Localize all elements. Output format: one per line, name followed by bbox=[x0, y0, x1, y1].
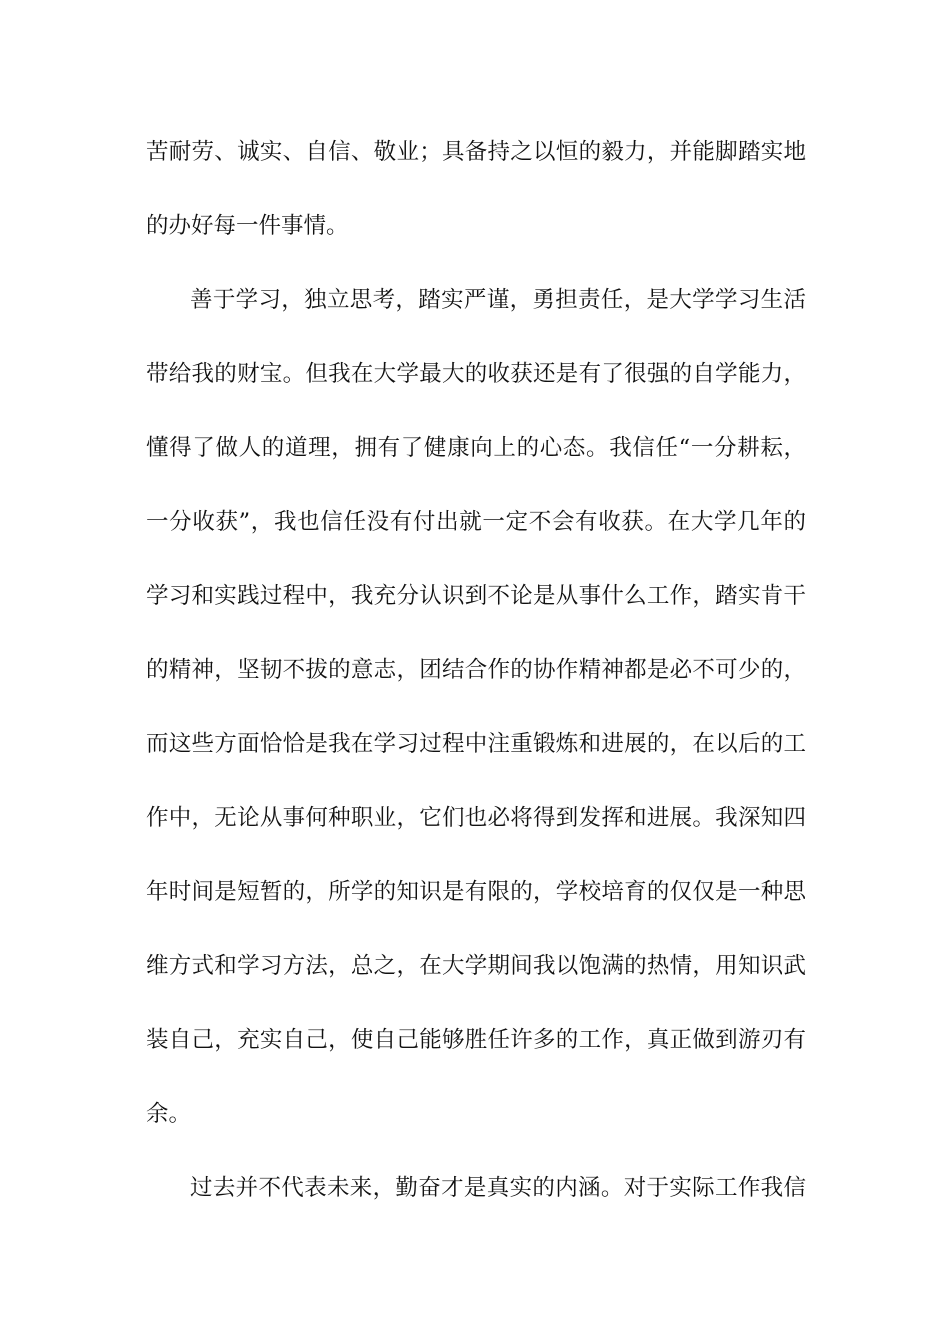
text-line: 一分收获”，我也信任没有付出就一定不会有收获。在大学几年的 bbox=[146, 509, 806, 535]
text-line: 带给我的财宝。但我在大学最大的收获还是有了很强的自学能力， bbox=[146, 361, 806, 387]
paragraph-first-line: 过去并不代表未来，勤奋才是真实的内涵。对于实际工作我信 bbox=[190, 1175, 806, 1201]
text-line: 苦耐劳、诚实、自信、敬业；具备持之以恒的毅力，并能脚踏实地 bbox=[146, 139, 806, 165]
text-line: 余。 bbox=[146, 1101, 192, 1127]
text-line: 年时间是短暂的，所学的知识是有限的，学校培育的仅仅是一种思 bbox=[146, 879, 806, 905]
text-line: 懂得了做人的道理，拥有了健康向上的心态。我信任“一分耕耘， bbox=[146, 435, 806, 461]
text-line: 的精神，坚韧不拔的意志，团结合作的协作精神都是必不可少的， bbox=[146, 657, 806, 683]
text-line: 的办好每一件事情。 bbox=[146, 213, 349, 239]
text-line: 装自己，充实自己，使自己能够胜任许多的工作，真正做到游刃有 bbox=[146, 1027, 806, 1053]
paragraph-first-line: 善于学习，独立思考，踏实严谨，勇担责任，是大学学习生活 bbox=[190, 287, 806, 313]
text-line: 学习和实践过程中，我充分认识到不论是从事什么工作，踏实肯干 bbox=[146, 583, 806, 609]
text-line: 而这些方面恰恰是我在学习过程中注重锻炼和进展的，在以后的工 bbox=[146, 731, 806, 757]
text-line: 作中，无论从事何种职业，它们也必将得到发挥和进展。我深知四 bbox=[146, 805, 806, 831]
text-line: 维方式和学习方法，总之，在大学期间我以饱满的热情，用知识武 bbox=[146, 953, 806, 979]
